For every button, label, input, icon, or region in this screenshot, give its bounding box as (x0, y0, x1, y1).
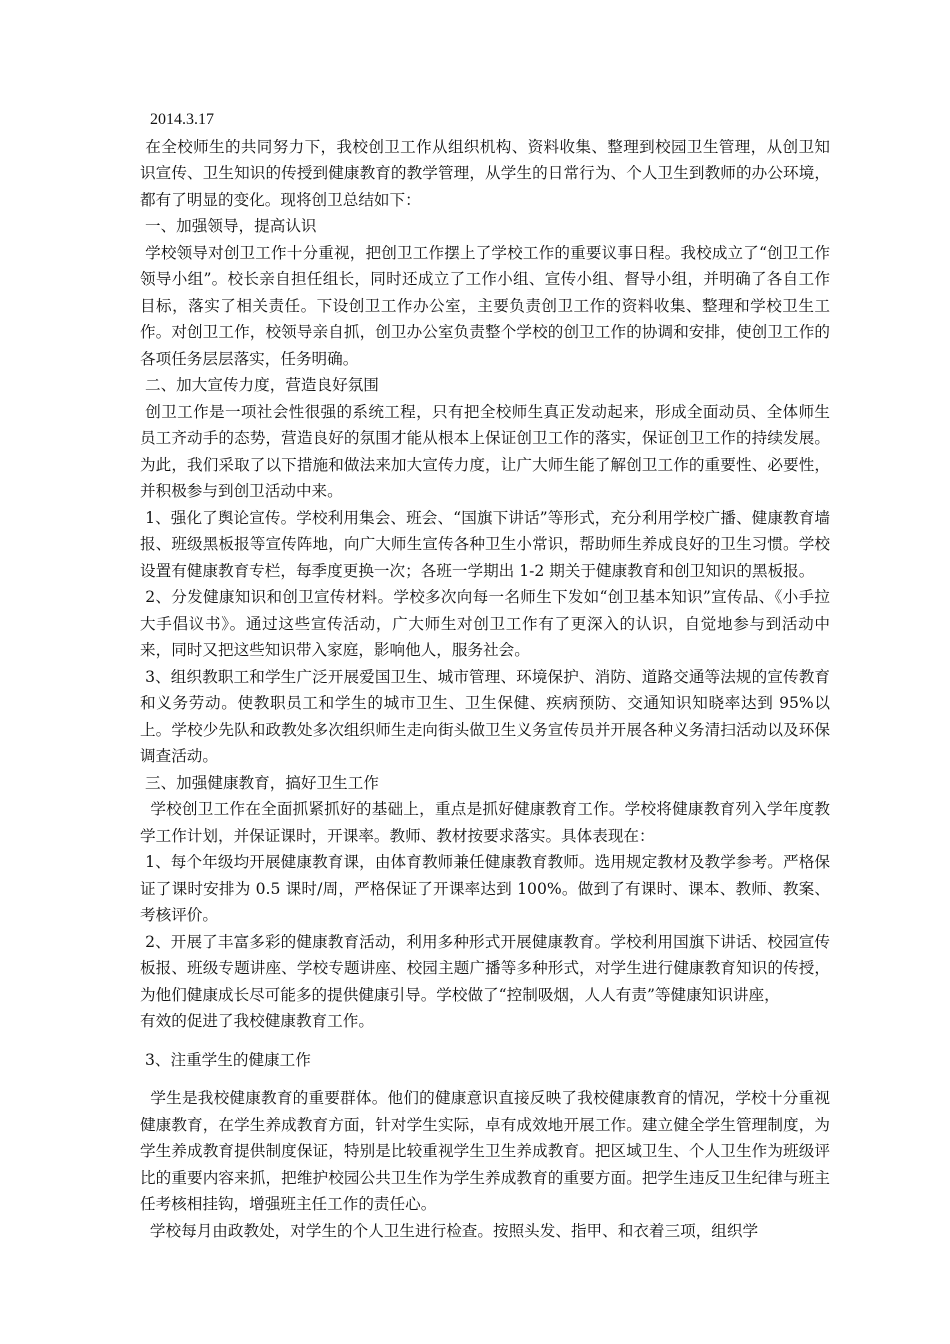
section-2-item-1: 1、强化了舆论宣传。学校利用集会、班会、“国旗下讲话”等形式，充分利用学校广播、健康教育墙报、班级黑板报等宣传阵地，向广大师生宣传各种卫生小常识，帮助师生养成良好的卫生习惯。学校设置有健康教育专栏，每季度更换一次；各班一学期出 1-2 期关于健康教育和创卫知识的黑板报。 (140, 508, 830, 580)
section-2-item-2: 2、分发健康知识和创卫宣传材料。学校多次向每一名师生下发如“创卫基本知识”宣传品、《小手拉大手倡议书》。通过这些宣传活动，广大师生对创卫工作有了更深入的认识，自觉地参与到活动中来，同时又把这些知识带入家庭，影响他人，服务社会。 (140, 588, 830, 659)
paragraph-gap (140, 1073, 830, 1085)
section-3-item-3-paragraph: 学生是我校健康教育的重要群体。他们的健康意识直接反映了我校健康教育的情况，学校十分重视健康教育，在学生养成教育方面，针对学生实际，卓有成效地开展工作。建立健全学生管理制度，为学生养成教育提供制度保证，特别是比较重视学生卫生养成教育。把区域卫生、个人卫生作为班级评比的重要内容来抓，把维护校园公共卫生作为学生养成教育的重要方面。把学生违反卫生纪律与班主任考核相挂钩，增强班主任工作的责任心。 (140, 1089, 830, 1213)
section-heading-3: 三、加强健康教育，搞好卫生工作 (140, 773, 379, 792)
section-3-item-3-heading: 3、注重学生的健康工作 (140, 1050, 311, 1069)
section-3-item-1: 1、每个年级均开展健康教育课，由体育教师兼任健康教育教师。选用规定教材及教学参考。严格保证了课时安排为 0.5 课时/周，严格保证了开课率达到 100%。做到了有课时、课本、教师、教案、考核评价。 (140, 853, 830, 924)
section-3-paragraph: 学校创卫工作在全面抓紧抓好的基础上，重点是抓好健康教育工作。学校将健康教育列入学年度教学工作计划，并保证课时，开课率。教师、教材按要求落实。具体表现在： (140, 800, 830, 845)
section-heading-1: 一、加强领导，提高认识 (140, 217, 317, 235)
section-2-paragraph: 创卫工作是一项社会性很强的系统工程，只有把全校师生真正发动起来，形成全面动员、全体师生员工齐动手的态势，营造良好的氛围才能从根本上保证创卫工作的落实，保证创卫工作的持续发展。为此，我们采取了以下措施和做法来加大宣传力度，让广大师生能了解创卫工作的重要性、必要性，并积极参与到创卫活动中来。 (140, 402, 830, 500)
section-heading-2: 二、加大宣传力度，营造良好氛围 (140, 376, 379, 394)
document-date: 2014.3.17 (150, 111, 214, 128)
section-1-paragraph: 学校领导对创卫工作十分重视，把创卫工作摆上了学校工作的重要议事日程。我校成立了“创卫工作领导小组”。校长亲自担任组长，同时还成立了工作小组、宣传小组、督导小组，并明确了各自工作目标，落实了相关责任。下设创卫工作办公室，主要负责创卫工作的资料收集、整理和学校卫生工作。对创卫工作，校领导亲自抓，创卫办公室负责整个学校的创卫工作的协调和安排，使创卫工作的各项任务层层落实，任务明确。 (140, 243, 830, 368)
section-3-item-3-inspection: 学校每月由政教处，对学生的个人卫生进行检查。按照头发、指甲、和衣着三项，组织学 (140, 1221, 759, 1240)
section-3-item-2-continued: 有效的促进了我校健康教育工作。 (140, 1012, 374, 1030)
section-2-item-3: 3、组织教职工和学生广泛开展爱国卫生、城市管理、环境保护、消防、道路交通等法规的宣传教育和义务劳动。使教职员工和学生的城市卫生、卫生保健、疾病预防、交通知识知晓率达到 95%以上。学校少先队和政教处多次组织师生走向街头做卫生义务宣传员并开展各种义务清扫活动以及环保调查活动。 (140, 667, 830, 765)
paragraph-gap (140, 1035, 830, 1047)
intro-paragraph: 在全校师生的共同努力下，我校创卫工作从组织机构、资料收集、整理到校园卫生管理，从创卫知识宣传、卫生知识的传授到健康教育的教学管理，从学生的日常行为、个人卫生到教师的办公环境，都有了明显的变化。现将创卫总结如下： (140, 137, 830, 209)
section-3-item-2: 2、开展了丰富多彩的健康教育活动，利用多种形式开展健康教育。学校利用国旗下讲话、校园宣传板报、班级专题讲座、学校专题讲座、校园主题广播等多种形式，对学生进行健康教育知识的传授，为他们健康成长尽可能多的提供健康引导。学校做了“控制吸烟，人人有责”等健康知识讲座， (140, 932, 830, 1004)
document-page (140, 107, 830, 1244)
